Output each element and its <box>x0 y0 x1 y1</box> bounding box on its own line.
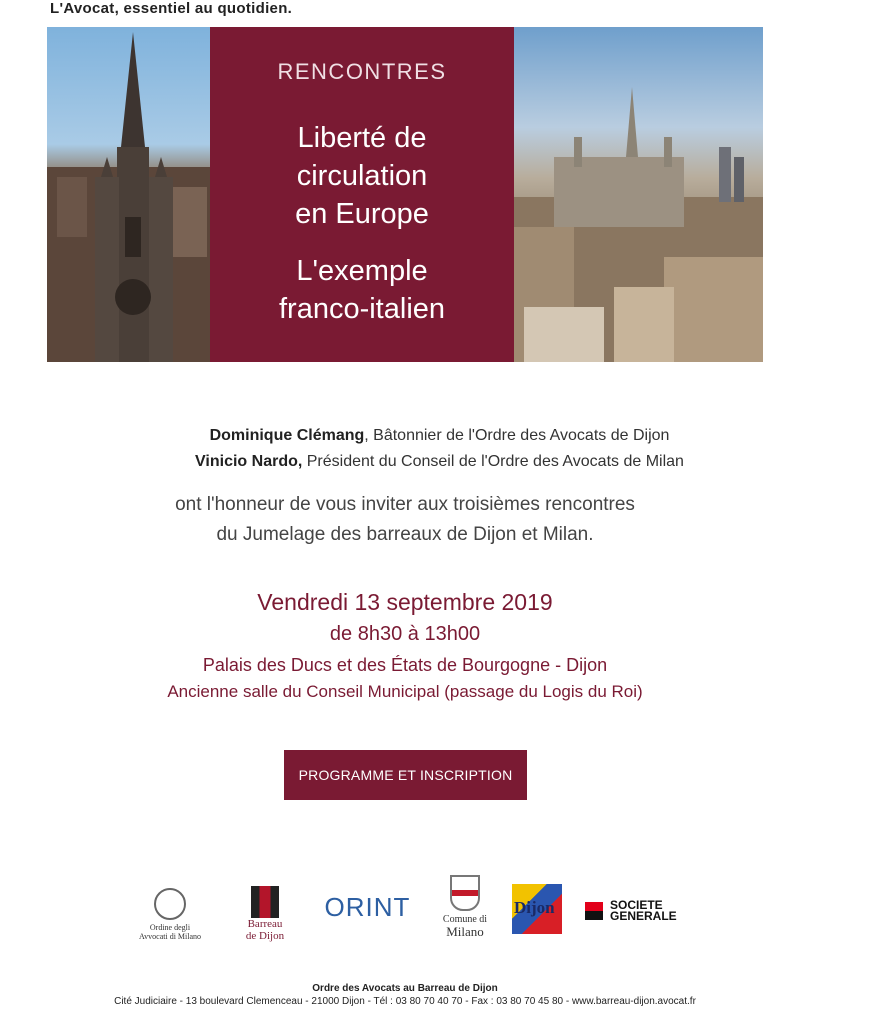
title-line: circulation <box>296 160 428 192</box>
host2-name: Vinicio Nardo, <box>195 453 303 470</box>
subtitle-line: L'exemple <box>296 255 428 287</box>
milan-duomo-photo <box>514 27 763 362</box>
logo-text: de Dijon <box>245 930 285 942</box>
host-line-1 <box>0 423 879 449</box>
event-subtitle <box>210 252 514 328</box>
logo-text: GENERALE <box>610 909 677 923</box>
cathedral-illustration <box>47 27 210 362</box>
host1-name: Dominique Clémang <box>209 427 365 444</box>
invitation-line-1: ont l'honneur de vous inviter aux troisièmes rencontres <box>175 494 635 515</box>
orint-logo[interactable] <box>320 892 415 923</box>
barreau-dijon-logo[interactable] <box>230 886 300 942</box>
footer-org: Ordre des Avocats au Barreau de Dijon <box>312 983 498 994</box>
title-panel <box>210 27 514 362</box>
sg-square-icon <box>585 902 603 920</box>
event-room: Ancienne salle du Conseil Municipal (passage du Logis du Roi) <box>167 682 643 701</box>
program-registration-button[interactable]: PROGRAMME ET INSCRIPTION <box>284 750 527 800</box>
event-time: de 8h30 à 13h00 <box>329 623 481 645</box>
logo-text: SOCIETE <box>610 898 663 912</box>
milano-shield-icon <box>450 875 480 911</box>
invitation-hosts <box>0 423 879 475</box>
ordine-avvocati-milano-logo[interactable] <box>135 888 205 941</box>
event-date: Vendredi 13 septembre 2019 <box>257 589 553 615</box>
logo-text: Milano <box>446 924 484 939</box>
invitation-text <box>0 490 810 550</box>
host1-role: , Bâtonnier de l'Ordre des Avocats de Dijon <box>364 427 670 444</box>
ville-dijon-logo[interactable] <box>512 884 562 934</box>
logo-text: Ordine degli <box>149 923 191 932</box>
title-line: en Europe <box>295 198 429 230</box>
event-place: Palais des Ducs et des États de Bourgogne - Dijon <box>202 655 608 675</box>
societe-generale-logo[interactable] <box>585 900 705 922</box>
footer-address: Cité Judiciaire - 13 boulevard Clemenceau - 21000 Dijon - Tél : 03 80 70 40 70 - Fax : 03 80 70 45 80 - www.barreau-dijon.avocat.fr <box>114 996 696 1007</box>
host2-role: Président du Conseil de l'Ordre des Avocats de Milan <box>302 453 684 470</box>
milan-skyline-illustration <box>514 27 763 362</box>
event-banner <box>47 27 763 362</box>
dijon-cathedral-photo <box>47 27 210 362</box>
eyebrow-label: RENCONTRES <box>277 59 447 84</box>
comune-milano-logo[interactable] <box>440 875 490 938</box>
footer <box>0 982 810 1008</box>
barreau-mark-icon <box>251 886 279 918</box>
subtitle-line: franco-italien <box>278 293 446 325</box>
seal-icon <box>154 888 186 920</box>
logo-text: Avvocati di Milano <box>138 932 202 941</box>
event-details <box>0 586 810 705</box>
logo-text: Barreau <box>247 918 283 930</box>
invitation-line-2: du Jumelage des barreaux de Dijon et Milan. <box>216 524 594 545</box>
partner-logos <box>120 870 720 960</box>
event-title <box>210 119 514 233</box>
logo-text: Comune di <box>442 914 488 925</box>
host-line-2 <box>0 449 879 475</box>
title-line: Liberté de <box>297 122 427 154</box>
tagline: L'Avocat, essentiel au quotidien. <box>50 0 293 17</box>
logo-text: Dijon <box>514 898 555 917</box>
logo-text: ORINT <box>324 892 411 922</box>
